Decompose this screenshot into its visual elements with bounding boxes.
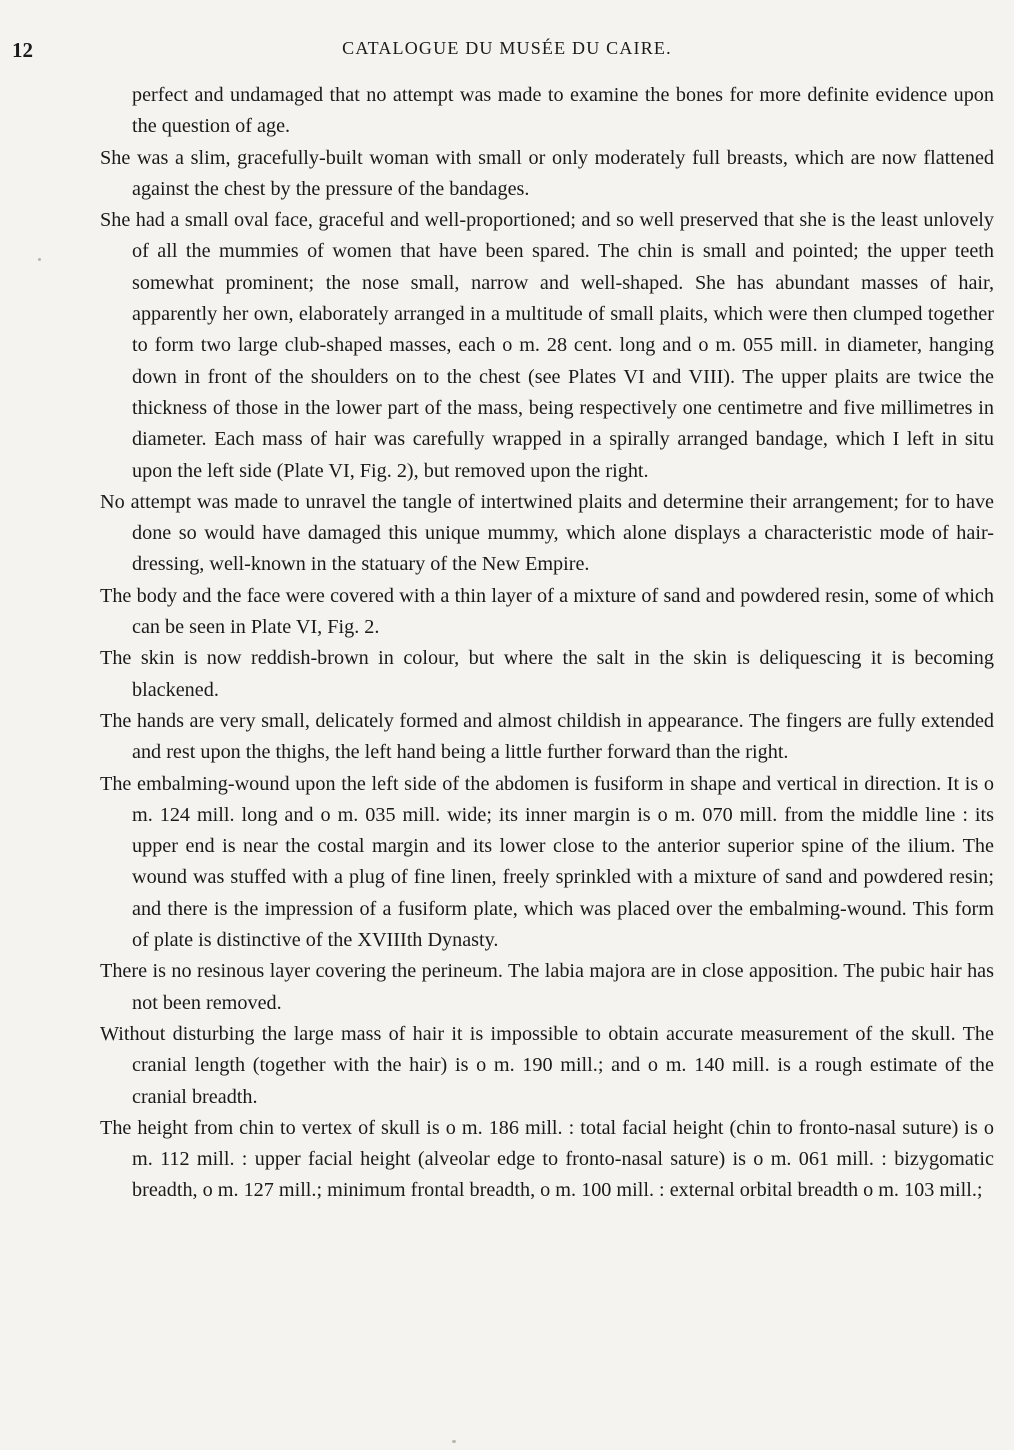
paragraph-6: The skin is now reddish-brown in colour, but where the salt in the skin is deliquescing it is becoming blackened. (100, 647, 994, 701)
paper-speck (452, 1440, 456, 1443)
paragraph-9: There is no resinous layer covering the perineum. The labia majora are in close apposition. The pubic hair has not been removed. (100, 960, 994, 1014)
page-number: 12 (12, 38, 33, 62)
paragraph-2: She was a slim, gracefully-built woman with small or only moderately full breasts, which are now flattened against the chest by the pressure of the bandages. (100, 146, 994, 200)
paragraph-3: She had a small oval face, graceful and well-proportioned; and so well preserved that she is the least unlovely of all the mummies of women that have been spared. The chin is small and pointed; the upper teeth somewhat prominent; the nose small, narrow and well-shaped. She has abundant masses of hair, apparently her own, elaborately arranged in a multitude of small plaits, which were then clumped together to form two large club-shaped masses, each o m. 28 cent. long and o m. 055 mill. in diameter, hanging down in front of the shoulders on to the chest (see Plates VI and VIII). The upper plaits are twice the thickness of those in the lower part of the mass, being respectively one centimetre and five millimetres in diameter. Each mass of hair was carefully wrapped in a spirally arranged bandage, which I left in situ upon the left side (Plate VI, Fig. 2), but removed upon the right. (100, 209, 994, 482)
paragraph-10: Without disturbing the large mass of hair it is impossible to obtain accurate measurement of the skull. The cranial length (together with the hair) is o m. 190 mill.; and o m. 140 mill. is a rough estimate of the cranial breadth. (100, 1022, 994, 1108)
paragraph-5: The body and the face were covered with a thin layer of a mixture of sand and powdered resin, some of which can be seen in Plate VI, Fig. 2. (100, 584, 994, 639)
paragraph-1: perfect and undamaged that no attempt was made to examine the bones for more definite evidence upon the question of age. (132, 84, 994, 138)
body-text (100, 80, 994, 1207)
paragraph-7: The hands are very small, delicately formed and almost childish in appearance. The fingers are fully extended and rest upon the thighs, the left hand being a little further forward than the right. (100, 709, 994, 764)
paper-speck (38, 258, 41, 261)
running-title: CATALOGUE DU MUSÉE DU CAIRE. (342, 38, 672, 58)
paragraph-8: The embalming-wound upon the left side of the abdomen is fusiform in shape and vertical in direction. It is o m. 124 mill. long and o m. 035 mill. wide; its inner margin is o m. 070 mill. from the middle line : its upper end is near the costal margin and its lower close to the anterior superior spine of the ilium. The wound was stuffed with a plug of fine linen, freely sprinkled with a mixture of sand and powdered resin; and there is the impression of a fusiform plate, which was placed over the embalming-wound. This form of plate is distinctive of the XVIIIth Dynasty. (100, 772, 994, 952)
paragraph-11: The height from chin to vertex of skull is o m. 186 mill. : total facial height (chin to fronto-nasal suture) is o m. 112 mill. : upper facial height (alveolar edge to fronto-nasal sature) is o m. 061 mill. : bizygomatic breadth, o m. 127 mill.; minimum frontal breadth, o m. 100 mill. : external orbital breadth o m. 103 mill.; (100, 1116, 994, 1202)
paragraph-4: No attempt was made to unravel the tangle of intertwined plaits and determine their arrangement; for to have done so would have damaged this unique mummy, which alone displays a characteristic mode of hair-dressing, well-known in the statuary of the New Empire. (100, 490, 994, 576)
